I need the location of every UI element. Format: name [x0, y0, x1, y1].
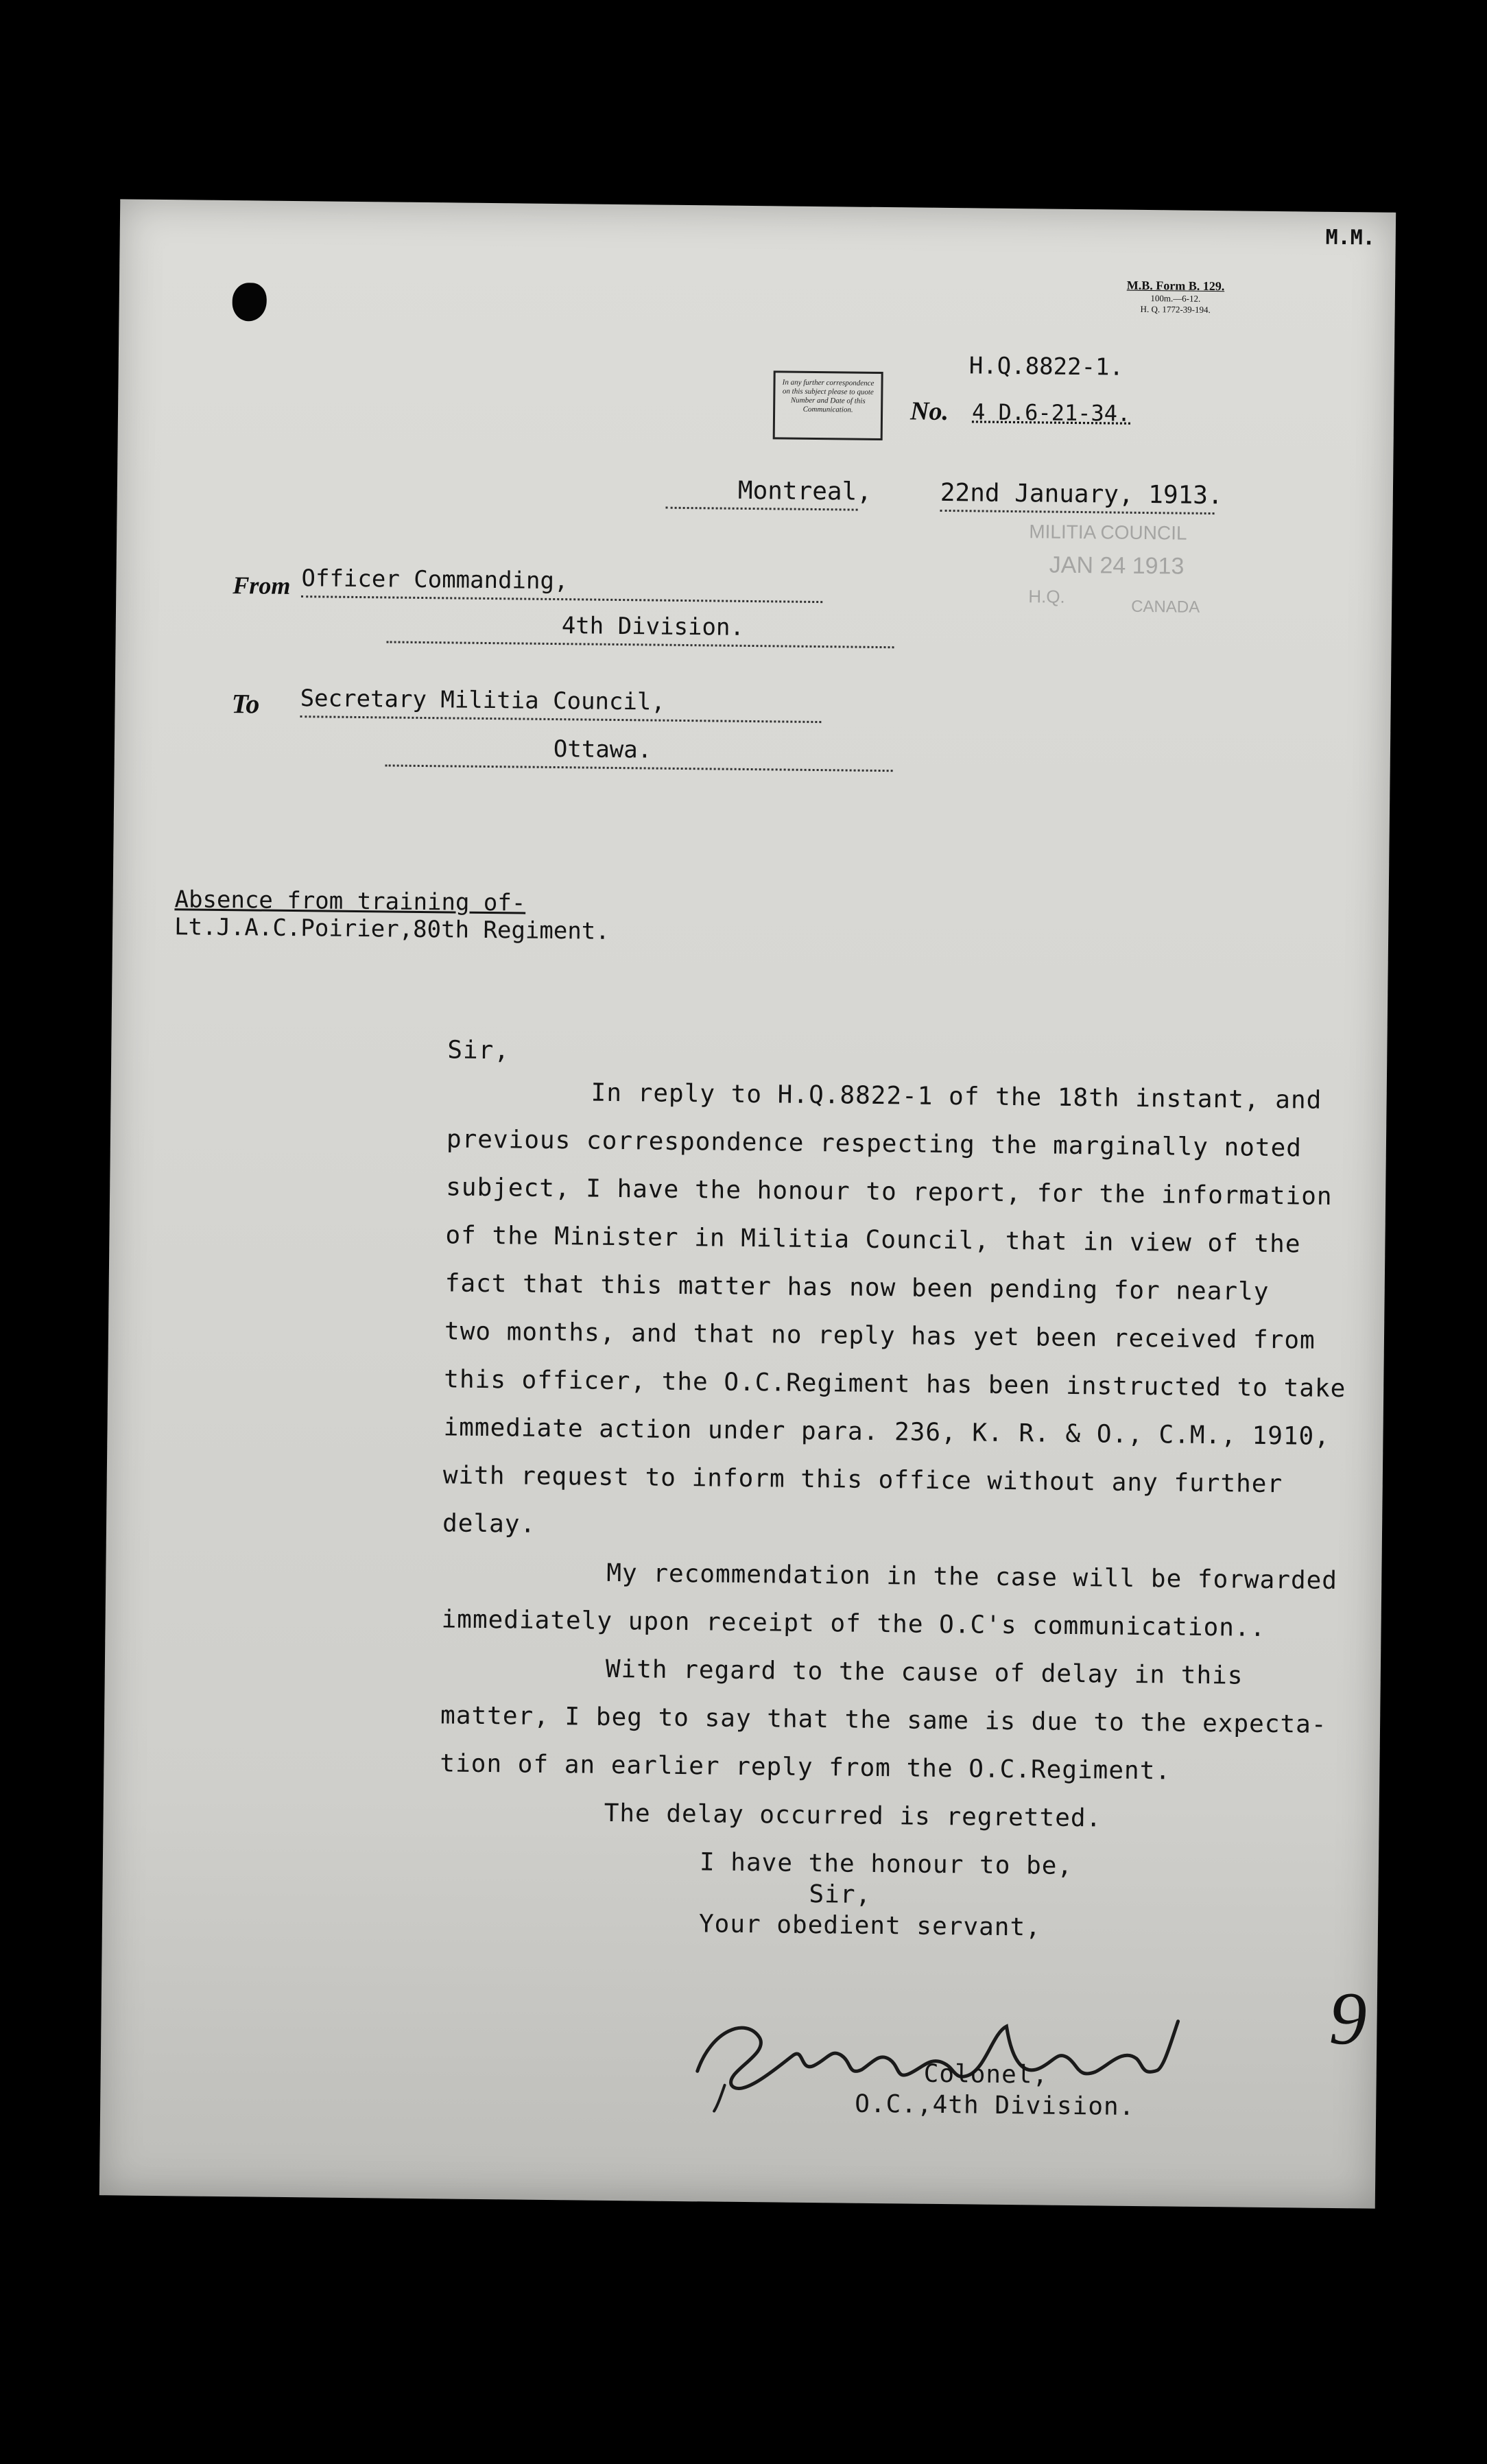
from-dotted-line-2 — [387, 641, 894, 648]
paragraph-1-line-9: with request to inform this office without any further — [442, 1461, 1283, 1499]
number-label: No. — [909, 396, 949, 427]
form-number-block — [1080, 278, 1272, 316]
from-line-2: 4th Division. — [561, 612, 745, 641]
form-line-2: 100m.—6-12. — [1150, 293, 1201, 304]
to-label: To — [231, 688, 260, 720]
to-line-2: Ottawa. — [553, 735, 652, 764]
subject-line-1: Absence from training of- — [174, 886, 526, 917]
corner-mark: M.M. — [1325, 225, 1375, 250]
form-line-1: M.B. Form B. 129. — [1126, 278, 1225, 294]
margin-note: 9 — [1328, 1976, 1368, 2061]
paragraph-1-line-8: immediate action under para. 236, K. R. & O., C.M., 1910, — [443, 1413, 1331, 1451]
place-dotted-line — [666, 507, 858, 511]
received-stamp-date: JAN 24 1913 — [1049, 552, 1185, 580]
from-dotted-line-1 — [301, 595, 822, 603]
paragraph-1-line-6: two months, and that no reply has yet been received from — [444, 1317, 1316, 1355]
paragraph-1-line-3: subject, I have the honour to report, for the information — [446, 1173, 1333, 1211]
paragraph-4: The delay occurred is regretted. — [604, 1799, 1102, 1833]
paragraph-1-line-1: In reply to H.Q.8822-1 of the 18th instant, and — [591, 1078, 1322, 1115]
paragraph-3-line-1: With regard to the cause of delay in this — [605, 1655, 1244, 1690]
paragraph-1-line-5: fact that this matter has now been pending for nearly — [444, 1269, 1270, 1306]
punch-hole — [232, 283, 267, 322]
to-dotted-line-1 — [300, 715, 821, 723]
paragraph-2-line-2: immediately upon receipt of the O.C's communication.. — [441, 1605, 1266, 1642]
quote-number-box: In any further correspondence on this subject please to quote Number and Date of this Communication. — [773, 370, 883, 440]
paragraph-1-line-2: previous correspondence respecting the marginally noted — [446, 1125, 1302, 1163]
letter-date: 22nd January, 1913. — [940, 478, 1223, 510]
closing-line-1: I have the honour to be, — [699, 1848, 1073, 1881]
received-stamp-line-4: CANADA — [1131, 597, 1200, 617]
place: Montreal, — [737, 476, 872, 506]
received-stamp-line-3: H.Q. — [1028, 586, 1065, 607]
closing-line-3: Your obedient servant, — [698, 1910, 1042, 1942]
closing-line-2: Sir, — [809, 1880, 872, 1909]
to-line-1: Secretary Militia Council, — [300, 685, 666, 716]
hq-reference: H.Q.8822-1. — [968, 352, 1124, 381]
paragraph-1-line-4: of the Minister in Militia Council, that in view of the — [445, 1221, 1301, 1259]
paragraph-1-line-7: this officer, the O.C.Regiment has been instructed to take — [444, 1365, 1346, 1403]
form-line-3: H. Q. 1772-39-194. — [1140, 303, 1211, 315]
to-dotted-line-2 — [385, 764, 893, 772]
date-dotted-line — [940, 510, 1215, 514]
signatory-title: O.C.,4th Division. — [855, 2089, 1135, 2121]
salutation: Sir, — [447, 1036, 510, 1065]
number-value: 4 D.6-21-34. — [971, 399, 1131, 427]
from-line-1: Officer Commanding, — [301, 565, 569, 595]
received-stamp-line-1: MILITIA COUNCIL — [1029, 521, 1187, 544]
letter-page — [99, 199, 1396, 2208]
paragraph-2-line-1: My recommendation in the case will be forwarded — [606, 1559, 1338, 1596]
paragraph-3-line-2: matter, I beg to say that the same is due to the expecta- — [440, 1701, 1327, 1739]
paragraph-3-line-3: tion of an earlier reply from the O.C.Regiment. — [440, 1749, 1171, 1786]
paragraph-1-line-10: delay. — [442, 1509, 536, 1539]
signatory-rank: Colonel, — [923, 2059, 1049, 2089]
subject-line-2: Lt.J.A.C.Poirier,80th Regiment. — [174, 913, 610, 945]
from-label: From — [233, 571, 291, 600]
